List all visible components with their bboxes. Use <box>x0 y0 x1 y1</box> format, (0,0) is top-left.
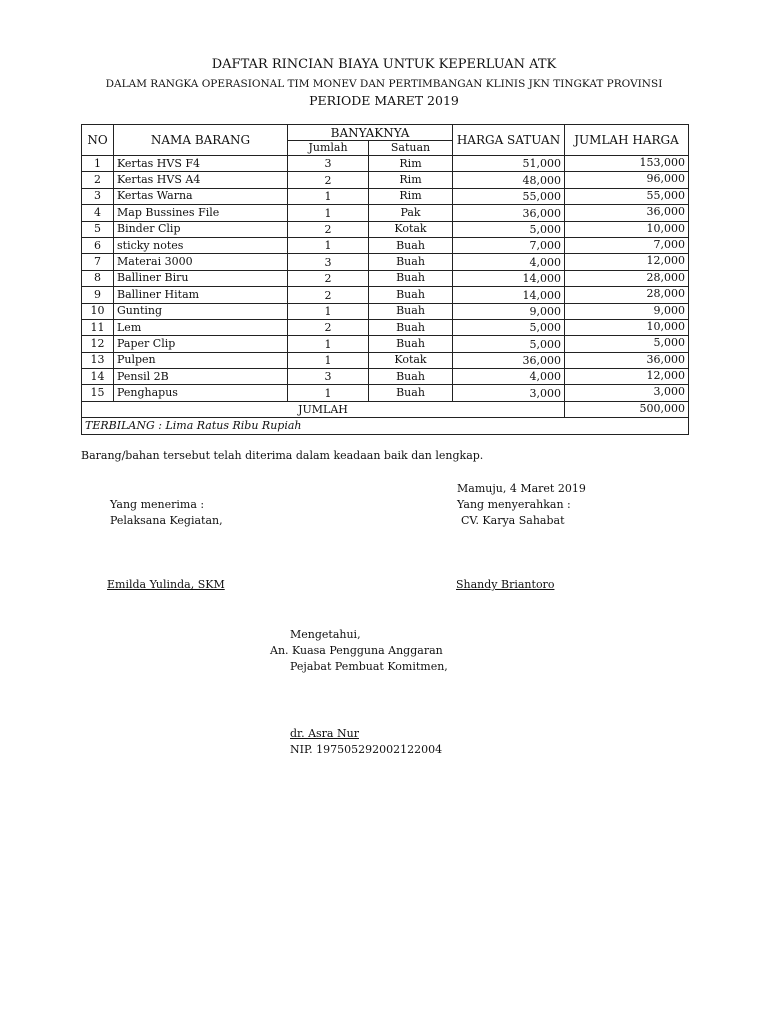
table-row <box>82 254 689 270</box>
row-no: 15 <box>82 385 114 401</box>
header-jumlah-harga: JUMLAH HARGA <box>565 125 689 156</box>
row-quantity: 1 <box>288 352 369 368</box>
row-unit-price: 14,000 <box>453 287 565 303</box>
row-unit: Pak <box>369 205 453 221</box>
row-item-name: Binder Clip <box>114 221 288 237</box>
row-no: 11 <box>82 319 114 335</box>
table-row <box>82 303 689 319</box>
table-row <box>82 352 689 368</box>
row-unit-price: 5,000 <box>453 336 565 352</box>
items-table <box>81 124 689 435</box>
row-total-price: 55,000 <box>565 188 689 204</box>
table-row <box>82 336 689 352</box>
row-unit-price: 5,000 <box>453 319 565 335</box>
row-no: 5 <box>82 221 114 237</box>
row-no: 6 <box>82 237 114 253</box>
row-unit-price: 14,000 <box>453 270 565 286</box>
document-title: DAFTAR RINCIAN BIAYA UNTUK KEPERLUAN ATK <box>211 57 557 72</box>
terbilang-text: TERBILANG : Lima Ratus Ribu Rupiah <box>82 418 689 434</box>
row-total-price: 36,000 <box>565 352 689 368</box>
document-period: PERIODE MARET 2019 <box>309 93 459 108</box>
row-quantity: 2 <box>288 287 369 303</box>
approval-nip: NIP. 197505292002122004 <box>290 743 443 756</box>
table-row <box>82 237 689 253</box>
row-unit: Kotak <box>369 221 453 237</box>
row-total-price: 28,000 <box>565 287 689 303</box>
row-no: 3 <box>82 188 114 204</box>
document-subtitle: DALAM RANGKA OPERASIONAL TIM MONEV DAN PERTIMBANGAN KLINIS JKN TINGKAT PROVINSI <box>105 78 663 90</box>
row-unit: Rim <box>369 188 453 204</box>
row-unit: Buah <box>369 287 453 303</box>
row-item-name: Paper Clip <box>114 336 288 352</box>
approval-role-ppk: Pejabat Pembuat Komitmen, <box>290 660 448 673</box>
table-row <box>82 270 689 286</box>
row-total-price: 153,000 <box>565 156 689 172</box>
row-quantity: 2 <box>288 319 369 335</box>
approval-name: dr. Asra Nur <box>290 727 359 740</box>
row-unit-price: 7,000 <box>453 237 565 253</box>
receiver-label: Yang menerima : <box>110 498 205 511</box>
giver-name: Shandy Briantoro <box>456 578 555 591</box>
giver-label: Yang menyerahkan : <box>457 498 571 511</box>
header-satuan: Satuan <box>369 141 453 156</box>
table-row <box>82 188 689 204</box>
row-quantity: 1 <box>288 303 369 319</box>
row-no: 7 <box>82 254 114 270</box>
table-row <box>82 156 689 172</box>
row-unit-price: 36,000 <box>453 205 565 221</box>
receipt-statement: Barang/bahan tersebut telah diterima dalam keadaan baik dan lengkap. <box>81 449 484 462</box>
row-total-price: 12,000 <box>565 369 689 385</box>
row-total-price: 7,000 <box>565 237 689 253</box>
row-quantity: 3 <box>288 156 369 172</box>
table-row <box>82 205 689 221</box>
row-unit-price: 4,000 <box>453 369 565 385</box>
table-row <box>82 287 689 303</box>
header-banyaknya: BANYAKNYA <box>288 125 453 141</box>
jumlah-label: JUMLAH <box>82 401 565 417</box>
row-unit: Buah <box>369 336 453 352</box>
giver-company: CV. Karya Sahabat <box>461 514 565 527</box>
row-no: 9 <box>82 287 114 303</box>
row-item-name: Kertas HVS A4 <box>114 172 288 188</box>
receiver-name: Emilda Yulinda, SKM <box>107 578 225 591</box>
row-quantity: 1 <box>288 336 369 352</box>
row-unit-price: 51,000 <box>453 156 565 172</box>
row-item-name: Penghapus <box>114 385 288 401</box>
row-item-name: Gunting <box>114 303 288 319</box>
row-no: 10 <box>82 303 114 319</box>
row-quantity: 2 <box>288 172 369 188</box>
row-unit: Buah <box>369 319 453 335</box>
row-unit: Buah <box>369 270 453 286</box>
row-item-name: Balliner Biru <box>114 270 288 286</box>
row-total-price: 9,000 <box>565 303 689 319</box>
row-unit: Buah <box>369 369 453 385</box>
row-unit-price: 3,000 <box>453 385 565 401</box>
row-unit-price: 9,000 <box>453 303 565 319</box>
row-unit: Buah <box>369 385 453 401</box>
row-total-price: 3,000 <box>565 385 689 401</box>
row-no: 2 <box>82 172 114 188</box>
row-total-price: 28,000 <box>565 270 689 286</box>
row-total-price: 10,000 <box>565 319 689 335</box>
row-quantity: 1 <box>288 188 369 204</box>
row-quantity: 2 <box>288 270 369 286</box>
terbilang-row <box>82 418 689 434</box>
receiver-role: Pelaksana Kegiatan, <box>110 514 223 527</box>
jumlah-total: 500,000 <box>565 401 689 417</box>
row-unit-price: 48,000 <box>453 172 565 188</box>
row-unit: Buah <box>369 254 453 270</box>
row-item-name: sticky notes <box>114 237 288 253</box>
approval-label: Mengetahui, <box>290 628 361 641</box>
row-quantity: 2 <box>288 221 369 237</box>
row-no: 8 <box>82 270 114 286</box>
row-item-name: Pulpen <box>114 352 288 368</box>
row-no: 4 <box>82 205 114 221</box>
row-no: 14 <box>82 369 114 385</box>
row-unit-price: 5,000 <box>453 221 565 237</box>
row-total-price: 5,000 <box>565 336 689 352</box>
table-row <box>82 319 689 335</box>
row-unit-price: 36,000 <box>453 352 565 368</box>
approval-role-kpa: An. Kuasa Pengguna Anggaran <box>270 644 443 657</box>
row-unit: Buah <box>369 303 453 319</box>
table-row <box>82 221 689 237</box>
row-unit: Kotak <box>369 352 453 368</box>
row-quantity: 3 <box>288 369 369 385</box>
row-unit: Rim <box>369 156 453 172</box>
row-unit-price: 55,000 <box>453 188 565 204</box>
row-unit: Buah <box>369 237 453 253</box>
place-date: Mamuju, 4 Maret 2019 <box>457 482 586 495</box>
header-jumlah: Jumlah <box>288 141 369 156</box>
row-unit: Rim <box>369 172 453 188</box>
row-quantity: 3 <box>288 254 369 270</box>
row-item-name: Lem <box>114 319 288 335</box>
header-no: NO <box>82 125 114 156</box>
row-item-name: Map Bussines File <box>114 205 288 221</box>
row-item-name: Kertas Warna <box>114 188 288 204</box>
table-row <box>82 369 689 385</box>
row-no: 12 <box>82 336 114 352</box>
row-item-name: Kertas HVS F4 <box>114 156 288 172</box>
table-row <box>82 172 689 188</box>
header-nama-barang: NAMA BARANG <box>114 125 288 156</box>
header-harga-satuan: HARGA SATUAN <box>453 125 565 156</box>
row-no: 13 <box>82 352 114 368</box>
row-item-name: Materai 3000 <box>114 254 288 270</box>
row-quantity: 1 <box>288 237 369 253</box>
table-row <box>82 385 689 401</box>
row-unit-price: 4,000 <box>453 254 565 270</box>
row-quantity: 1 <box>288 385 369 401</box>
row-quantity: 1 <box>288 205 369 221</box>
row-total-price: 96,000 <box>565 172 689 188</box>
row-no: 1 <box>82 156 114 172</box>
row-total-price: 36,000 <box>565 205 689 221</box>
total-row <box>82 401 689 417</box>
row-total-price: 10,000 <box>565 221 689 237</box>
row-item-name: Pensil 2B <box>114 369 288 385</box>
table-body <box>82 156 689 402</box>
row-total-price: 12,000 <box>565 254 689 270</box>
row-item-name: Balliner Hitam <box>114 287 288 303</box>
